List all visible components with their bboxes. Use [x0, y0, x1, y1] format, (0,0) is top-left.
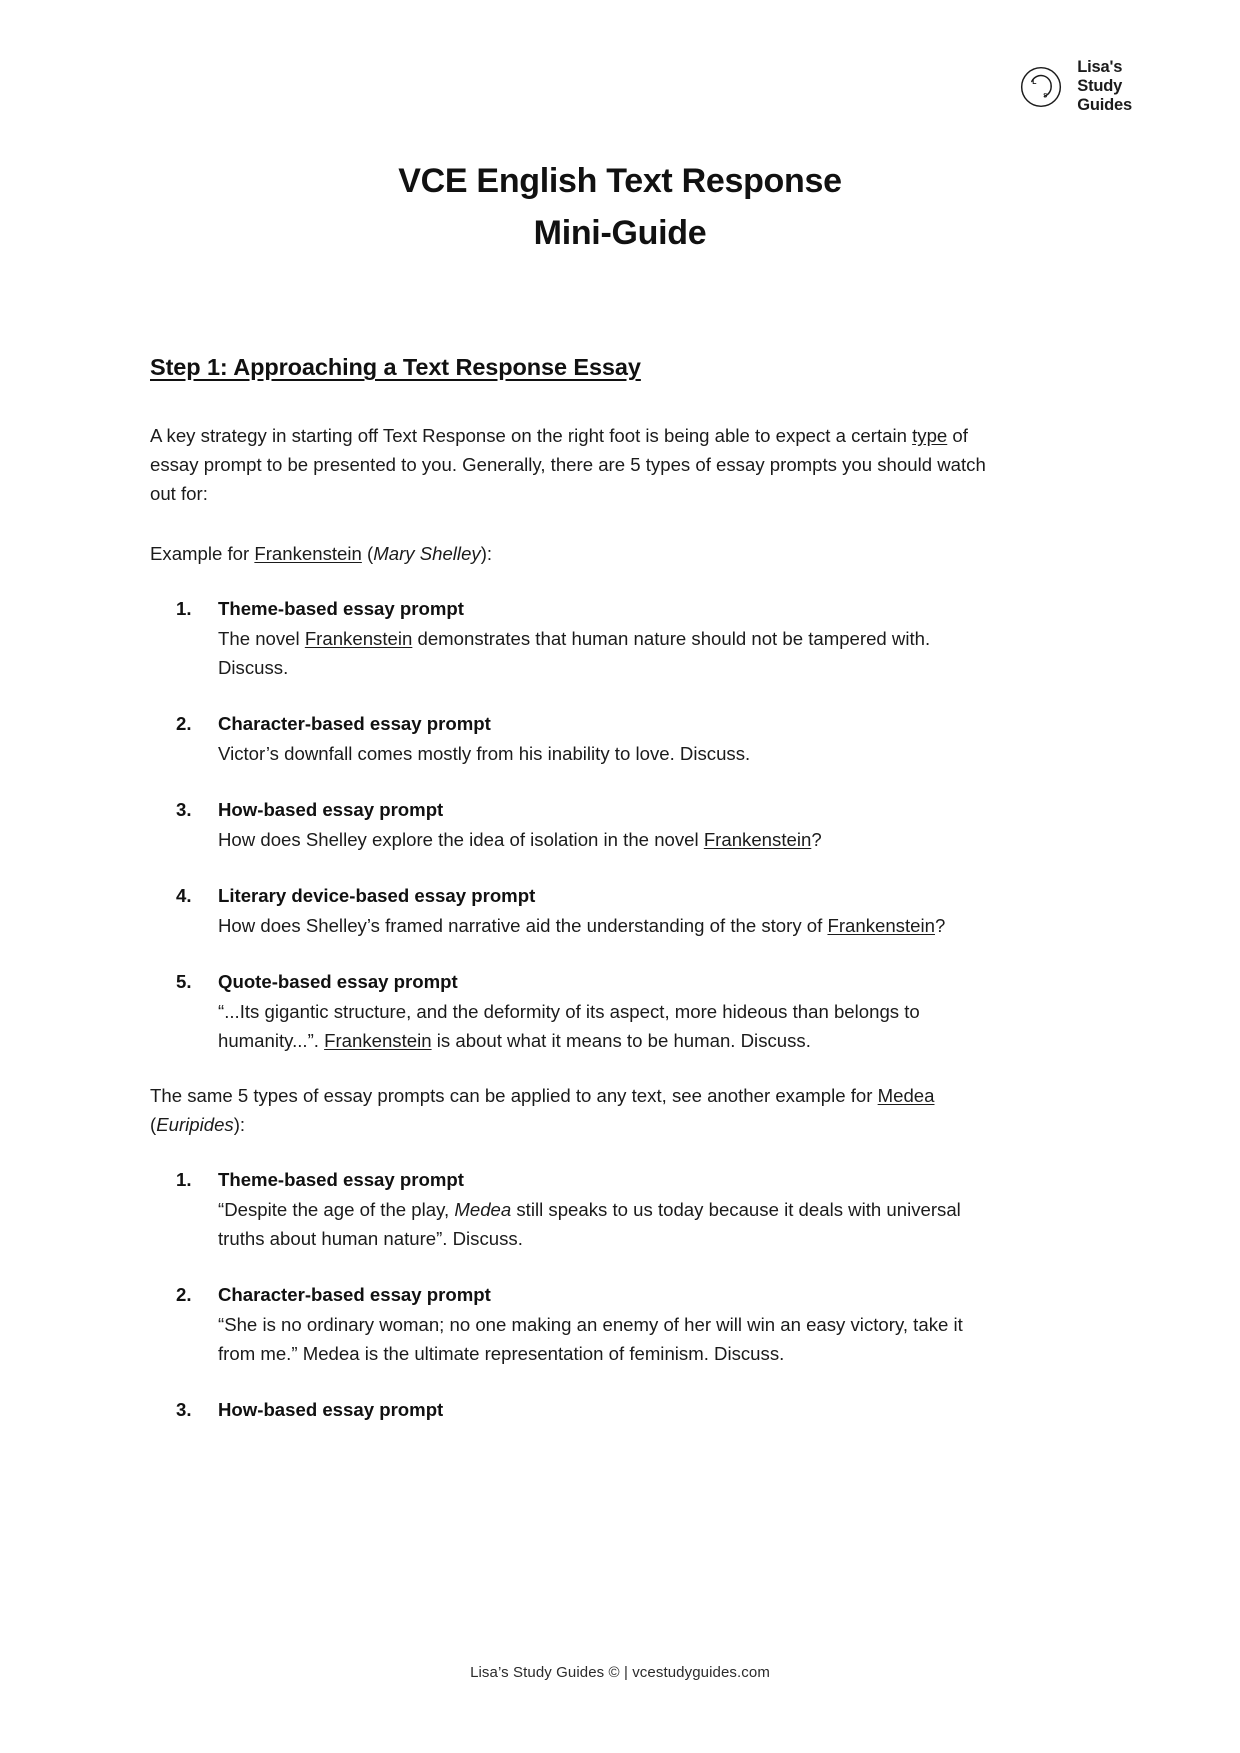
prompt-type-label: Character-based essay prompt: [218, 1283, 491, 1305]
prompt-text-before: “...Its gigantic structure, and the deformity of its aspect, more hideous than belongs to humanity...”.: [218, 1000, 920, 1051]
example-intro-frankenstein: [150, 539, 988, 568]
prompt-text-before: How does Shelley explore the idea of isolation in the novel: [218, 828, 704, 850]
list-item: [150, 1165, 988, 1253]
example-close-paren: ):: [480, 542, 493, 564]
prompt-text: [218, 825, 988, 854]
transition-part-1: The same 5 types of essay prompts can be applied to any text, see another example for: [150, 1084, 878, 1106]
prompt-text-before: Victor’s downfall comes mostly from his inability to love. Discuss.: [218, 742, 751, 764]
transition-open-paren: (: [150, 1113, 157, 1135]
prompt-text: [218, 739, 988, 768]
example-text-title: Frankenstein: [254, 542, 362, 564]
prompt-text-after: ?: [811, 828, 822, 850]
list-item: [150, 709, 988, 768]
page-title-line-1: VCE English Text Response: [398, 162, 842, 200]
prompt-text: [218, 1195, 988, 1253]
prompt-text-before: How does Shelley’s framed narrative aid the understanding of the story of: [218, 914, 828, 936]
prompt-type-label: Character-based essay prompt: [218, 712, 491, 734]
prompt-text-after: demonstrates that human nature should not be tampered with. Discuss.: [218, 627, 931, 678]
prompt-text-underlined: Frankenstein: [827, 914, 935, 936]
page-title-line-2: Mini-Guide: [533, 213, 707, 252]
footer-text: Lisa’s Study Guides © | vcestudyguides.com: [470, 1664, 770, 1681]
prompt-type-label: How-based essay prompt: [218, 1398, 444, 1420]
prompt-text-before: “Despite the age of the play,: [218, 1198, 455, 1220]
transition-text-title: Medea: [877, 1084, 935, 1106]
brand-name-line-2: Study: [1077, 77, 1123, 96]
lisas-study-guides-circle-logo-icon: [1018, 64, 1064, 110]
example-prefix: Example for: [150, 542, 255, 564]
list-item: [150, 594, 988, 682]
prompt-type-label: Theme-based essay prompt: [218, 1168, 464, 1190]
list-item: [150, 1280, 988, 1368]
prompt-text-after: ?: [934, 914, 946, 936]
intro-paragraph: [150, 421, 988, 508]
list-item: [150, 1395, 988, 1424]
example-open-paren: (: [361, 542, 374, 564]
intro-part-2: of essay prompt to be presented to you. Generally, there are 5 types of essay prompts you should watch out for:: [150, 424, 986, 504]
frankenstein-prompt-list: [150, 594, 988, 1055]
prompt-type-label: Literary device-based essay prompt: [218, 884, 536, 906]
section-heading-step-1: Step 1: Approaching a Text Response Essay: [150, 354, 641, 380]
brand-name: [1077, 58, 1132, 115]
prompt-text: [218, 911, 988, 940]
list-item: [150, 967, 988, 1055]
svg-text:L: L: [1032, 78, 1037, 86]
prompt-type-label: Theme-based essay prompt: [218, 597, 464, 619]
prompt-text-underlined: Frankenstein: [324, 1029, 432, 1051]
prompt-text-underlined: Frankenstein: [703, 828, 812, 850]
prompt-text: [218, 997, 988, 1055]
transition-close-paren: ):: [233, 1113, 246, 1135]
list-item: [150, 881, 988, 940]
prompt-type-label: Quote-based essay prompt: [218, 970, 458, 992]
medea-prompt-list: [150, 1165, 988, 1424]
prompt-text-after: is about what it means to be human. Discuss.: [431, 1029, 811, 1051]
prompt-text: [218, 1310, 988, 1368]
brand-name-line-1: Lisa's: [1077, 58, 1123, 76]
document-body: [150, 352, 988, 1450]
list-item: [150, 795, 988, 854]
intro-part-1: A key strategy in starting off Text Response on the right foot is being able to expect a certain: [150, 424, 913, 446]
prompt-type-label: How-based essay prompt: [218, 798, 444, 820]
prompt-text-underlined: Frankenstein: [304, 627, 413, 649]
transition-paragraph-medea: [150, 1081, 988, 1139]
prompt-text-before: “She is no ordinary woman; no one making an enemy of her will win an easy victory, take it from me.” Medea is the ultimate representation of feminism. Discuss.: [218, 1313, 963, 1364]
svg-text:S: S: [1043, 93, 1048, 100]
prompt-text-italic: Medea: [454, 1198, 512, 1220]
prompt-text-before: The novel: [218, 627, 305, 649]
page-footer: [0, 1664, 1240, 1681]
prompt-text: [218, 624, 988, 682]
prompt-text-after: still speaks to us today because it deals with universal truths about human nature”. Discuss.: [218, 1198, 961, 1249]
example-author: Mary Shelley: [373, 542, 481, 564]
brand-name-line-3: Guides: [1077, 96, 1132, 115]
intro-underlined-word: type: [912, 424, 948, 446]
transition-author: Euripides: [156, 1113, 234, 1135]
page-title: [0, 156, 1240, 259]
brand-logo: [1018, 58, 1132, 115]
